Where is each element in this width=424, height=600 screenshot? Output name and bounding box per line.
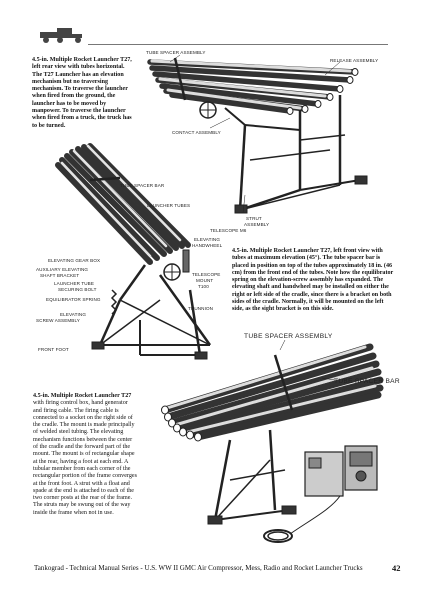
- page-footer: Tankograd - Technical Manual Series - U.S. WW II GMC Air Compressor, Mess, Radio and Rocket Launcher Trucks: [34, 564, 363, 572]
- caption-3-body: with firing control box, hand generator and firing cable. The firing cable is connected to a socket on the right side of the cradle. The mount is made principally of welded steel tubing. The elevating mechanism functions between the center of the cradle and the forward part of the mount. The mount is of rectangular shape at the rear, having a foot at each end. A tubular member from each corner of the rectangular portion of the frame converges at the front foot. A strut with a float and spade at the end is attached to each of the two corner posts at the rear of the frame. The struts may be swung out of the way inside the frame when not in use.: [33, 400, 137, 516]
- label-elevating-screw-1: ELEVATING: [60, 312, 87, 317]
- label-launcher-tube-bolt-1: LAUNCHER TUBE: [54, 281, 95, 286]
- label-tube-spacer-bar-2: TUBE SPACER BAR: [120, 183, 165, 188]
- label-equilibrator-spring: EQUILIBRATOR SPRING: [46, 297, 101, 302]
- caption-1-body: The T27 Launcher has an elevation mechanism but no traversing mechanism. To traverse the launcher when fired from the ground, the launcher has to be moved by manpower. To traverse the launcher when fired from a truck, the truck has to be turned.: [32, 71, 132, 129]
- label-elevating-screw-2: SCREW ASSEMBLY: [36, 318, 80, 323]
- label-launcher-tube-bolt-2: SECURING BOLT: [58, 287, 97, 292]
- label-strut-assembly-1: STRUT: [246, 216, 262, 221]
- label-auxiliary-elevating-2: SHAFT BRACKET: [40, 273, 80, 278]
- label-release-assembly: RELEASE ASSEMBLY: [330, 58, 379, 63]
- label-telescope-mount-1: TELESCOPE: [192, 272, 221, 277]
- label-auxiliary-elevating-1: AUXILIARY ELEVATING: [36, 267, 89, 272]
- label-tube-spacer-assembly: TUBE SPACER ASSEMBLY: [146, 50, 206, 55]
- page-number: 42: [392, 563, 401, 573]
- caption-2-body: The tube spacer bar is placed in position on top of the tubes approximately 18 in. (46 cm) from the front end of the tubes. Note how the equilibrator spring on the elevation-screw assembly has expanded. The elevating shaft and handwheel may be installed on either the right or left side of the cradle, since there is a bracket on both sides of the cradle. Normally, it will be mounted on the left side, as the sight bracket is on this side.: [232, 255, 394, 313]
- label-front-foot: FRONT FOOT: [38, 347, 69, 352]
- caption-1-title: 4.5-in. Multiple Rocket Launcher T27, left rear view with tubes horizontal.: [32, 57, 132, 71]
- label-launcher-tubes: LAUNCHER TUBES: [147, 203, 191, 208]
- label-elevating-handwheel-1: ELEVATING: [194, 237, 221, 242]
- label-telescope-mount-2: MOUNT: [196, 278, 214, 283]
- caption-3-title: 4.5-in. Multiple Rocket Launcher T27: [33, 393, 132, 399]
- label-strut-assembly-2: ASSEMBLY: [244, 222, 270, 227]
- label-tube-spacer-bar-3: TUBE SPACER BAR: [334, 378, 400, 385]
- label-trunnion: TRUNNION: [188, 306, 214, 311]
- caption-3: [33, 393, 137, 517]
- label-telescope-m6: TELESCOPE M6: [210, 228, 247, 233]
- label-contact-assembly: CONTACT ASSEMBLY: [172, 130, 221, 135]
- label-telescope-mount-3: T100: [198, 284, 209, 289]
- label-tube-spacer-assembly-3: TUBE SPACER ASSEMBLY: [244, 333, 333, 340]
- label-elevating-handwheel-2: HANDWHEEL: [192, 243, 223, 248]
- caption-2-title: 4.5-in. Multiple Rocket Launcher T27, left front view with tubes at maximum elevation (45°).: [232, 248, 383, 262]
- label-elevating-gear-box: ELEVATING GEAR BOX: [48, 258, 101, 263]
